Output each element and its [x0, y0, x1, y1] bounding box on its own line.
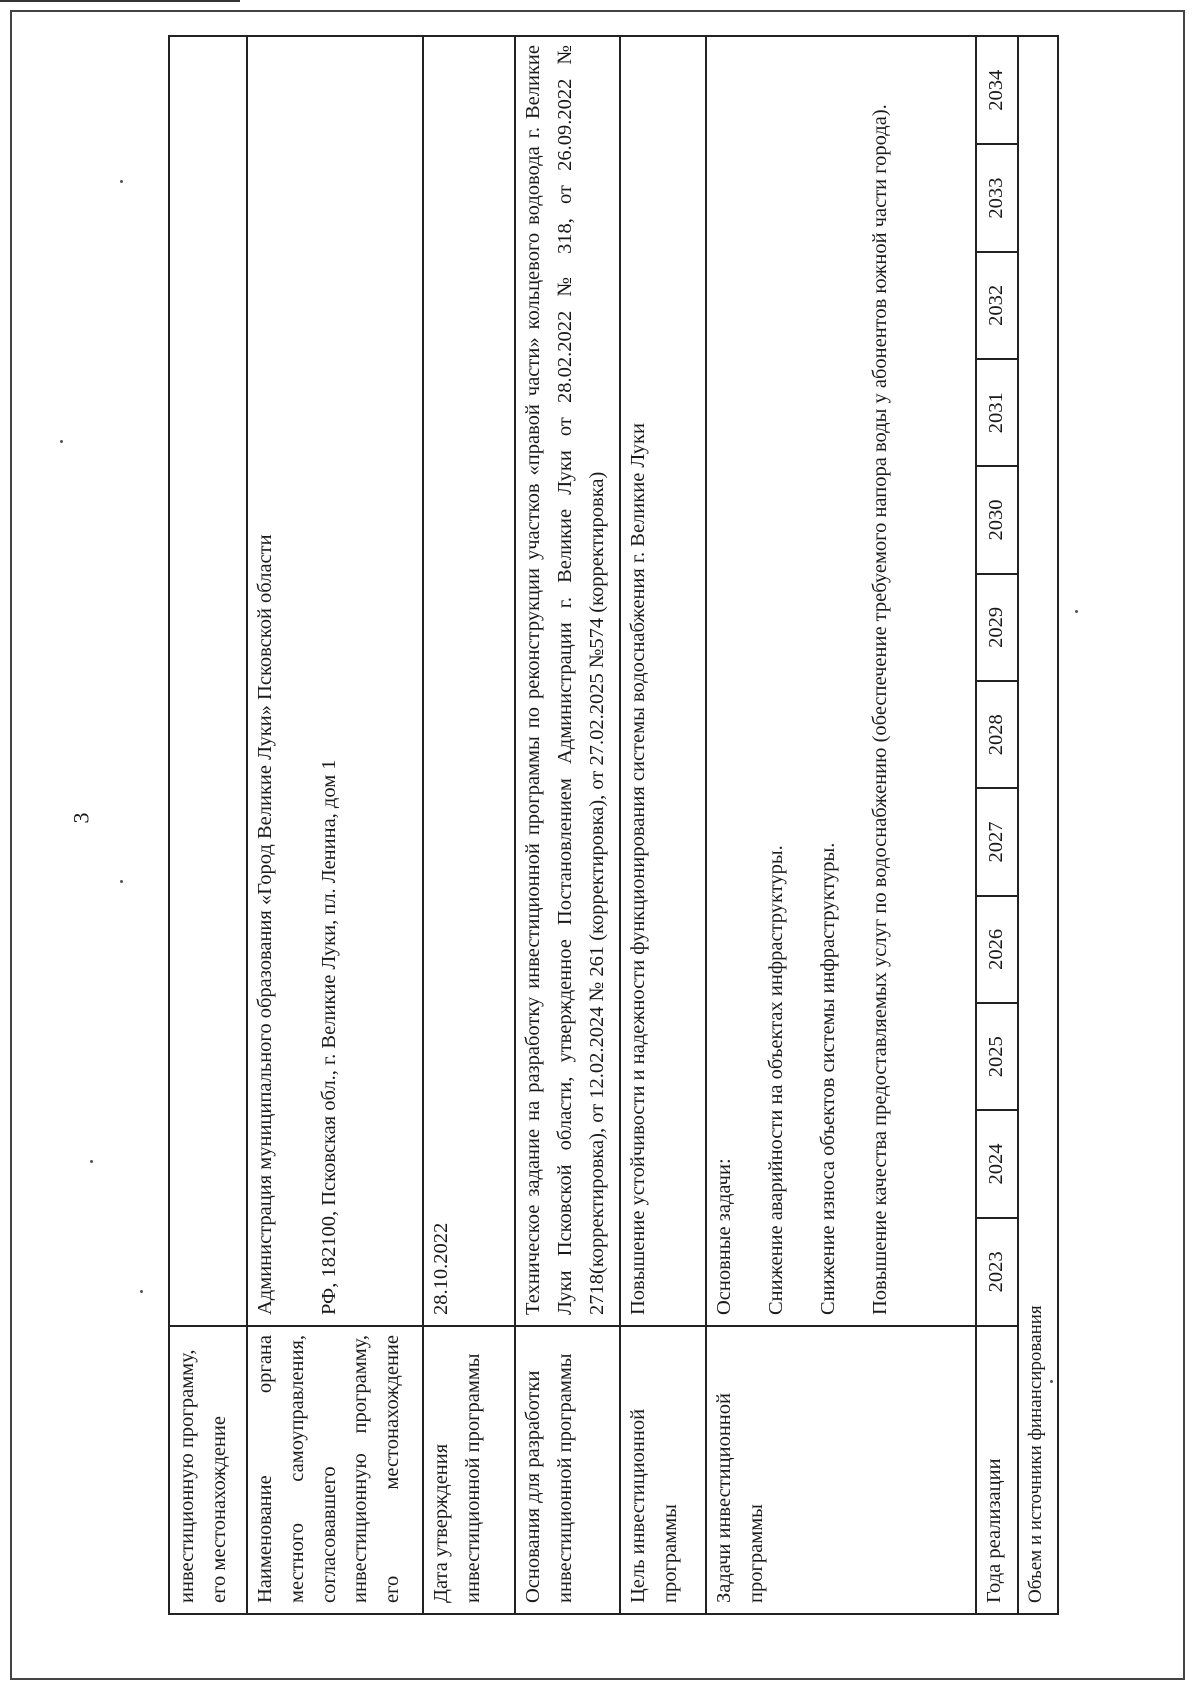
location-label-cont: инвестиционную программу, его местонахождение	[176, 1349, 230, 1603]
scan-speck	[1050, 1380, 1053, 1383]
table-row	[423, 36, 515, 1614]
table-row	[169, 36, 247, 1614]
scan-speck	[90, 1160, 93, 1163]
municipal-body-label: Наименование органа местного самоуправления, согласовавшего инвестиционную программу, его местонахождение	[254, 1335, 404, 1603]
years-grid	[977, 37, 1017, 1325]
row-label	[620, 1326, 706, 1614]
row-value	[423, 36, 515, 1326]
scan-edge-line	[0, 0, 240, 2]
municipal-body-name: Администрация муниципального образования «Город Великие Луки» Псковской области	[254, 534, 276, 1315]
tasks-heading: Основные задачи:	[713, 1158, 736, 1315]
tasks-label: Задачи инвестиционной программы	[713, 1393, 768, 1603]
year-cell: 2023	[985, 1251, 1008, 1293]
goal-label: Цель инвестиционной программы	[627, 1408, 682, 1603]
year-cell: 2026	[977, 896, 1017, 1003]
rotated-document-sheet	[168, 35, 1076, 1615]
year-cell: 2029	[977, 574, 1017, 681]
year-cell: 2031	[977, 359, 1017, 466]
task-item: Снижение аварийности на объектах инфраструктуры.	[765, 845, 788, 1315]
page-number: 3	[68, 812, 94, 824]
scan-speck	[140, 1290, 143, 1293]
table-row	[706, 36, 976, 1614]
approval-date-label: Дата утверждения инвестиционной программы	[430, 1353, 484, 1603]
row-label	[976, 1326, 1018, 1614]
scan-speck	[1075, 610, 1078, 613]
grounds-value: Техническое задание на разработку инвестиционной программы по реконструкции участков «правой части» кольцевого водовода г. Великие Луки Псковской области, утвержденное Постановлением Администрации г. Великие Луки от 28.02.2022 № 318, от 26.09.2022 № 2718(корректировка), от 12.02.2024 № 261 (корректировка), от 27.02.2025 №574 (корректировка)	[522, 45, 608, 1315]
row-value	[169, 36, 247, 1326]
table-row	[620, 36, 706, 1614]
row-label	[515, 1326, 620, 1614]
goal-value: Повышение устойчивости и надежности функционирования системы водоснабжения г. Великие Луки	[627, 423, 650, 1315]
row-label	[169, 1326, 247, 1614]
table-row	[976, 36, 1018, 1614]
row-value	[620, 36, 706, 1326]
scan-speck	[60, 440, 63, 443]
approval-date-value: 28.10.2022	[430, 1222, 452, 1315]
table-row	[1018, 36, 1057, 1614]
row-value	[247, 36, 423, 1326]
funding-label: Объем и источники финансирования	[1025, 1305, 1047, 1603]
table-row	[515, 36, 620, 1614]
year-cell: 2025	[977, 1003, 1017, 1110]
row-label	[423, 1326, 515, 1614]
year-cell: 2027	[977, 788, 1017, 895]
municipal-body-address: РФ, 182100, Псковская обл., г. Великие Луки, пл. Ленина, дом 1	[317, 759, 340, 1315]
row-value	[706, 36, 976, 1326]
scan-speck	[120, 180, 123, 183]
table-row	[247, 36, 423, 1614]
year-cell: 2028	[977, 681, 1017, 788]
funding-row	[1018, 36, 1057, 1614]
years-label: Года реализации	[983, 1458, 1006, 1603]
scan-speck	[120, 880, 123, 883]
row-value	[515, 36, 620, 1326]
grounds-label: Основания для разработки инвестиционной программы	[522, 1353, 576, 1603]
year-cell: 2034	[977, 37, 1017, 144]
task-item: Снижение износа объектов системы инфраструктуры.	[816, 842, 839, 1315]
row-label	[247, 1326, 423, 1614]
year-cell: 2032	[977, 252, 1017, 359]
row-label	[706, 1326, 976, 1614]
year-cell: 2030	[977, 466, 1017, 573]
year-cell: 2024	[977, 1110, 1017, 1217]
year-cell: 2033	[977, 144, 1017, 251]
row-value	[976, 36, 1018, 1326]
task-item: Повышение качества предоставляемых услуг по водоснабжению (обеспечение требуемого напора воды у абонентов южной части города).	[868, 104, 891, 1315]
investment-program-table	[168, 35, 1059, 1615]
